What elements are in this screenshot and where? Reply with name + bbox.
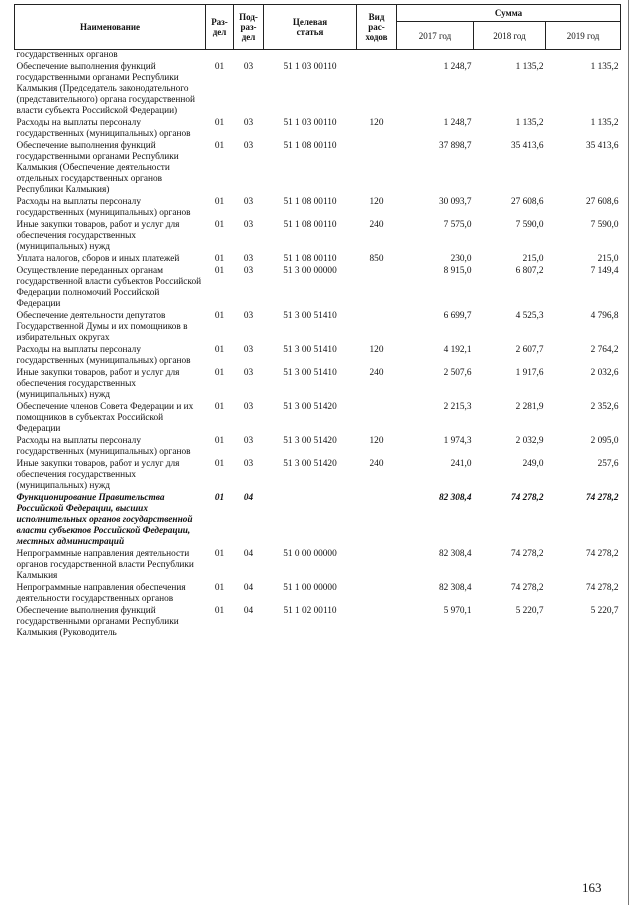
row-vid [357, 140, 397, 196]
row-razdel: 01 [214, 459, 225, 469]
row-razdel: 01 [214, 266, 225, 276]
row-razdel: 01 [214, 118, 225, 128]
row-target: 51 1 00 00000 [283, 583, 337, 593]
row-2019: 35 413,6 [585, 141, 619, 151]
row-vid [357, 492, 397, 548]
table-row [15, 344, 621, 367]
row-2018: 35 413,6 [510, 141, 544, 151]
row-name: Иные закупки товаров, работ и услуг для обеспечения государственных (муниципальных) нужд [16, 220, 180, 252]
row-name: Уплата налогов, сборов и иных платежей [16, 254, 180, 264]
row-vid [357, 310, 397, 344]
row-vid [357, 605, 397, 639]
row-podrazdel: 03 [243, 436, 254, 446]
row-podrazdel: 03 [243, 402, 254, 412]
row-2017: 1 974,3 [443, 436, 472, 446]
row-name: Непрограммные направления деятельности органов государственной власти Республики Калмыкия [16, 549, 194, 581]
row-2018: 1 135,2 [515, 118, 544, 128]
row-2018 [474, 50, 546, 62]
header-target [264, 5, 357, 50]
row-name: Осуществление переданных органам государственной власти субъектов Российской Федерации полномочий Российской Федерации [16, 266, 202, 309]
row-name: Обеспечение выполнения функций государственными органами Республики Калмыкия (Обеспечение деятельности отдельных государственных органов Республики Калмыкия) [16, 141, 179, 195]
row-2017: 82 308,4 [438, 493, 472, 503]
row-podrazdel: 04 [243, 606, 254, 616]
row-razdel: 01 [214, 62, 225, 72]
row-name: Функционирование Правительства Российской Федерации, высших исполнительных органов государственной власти субъектов Российской Федерации, местных администраций [16, 493, 193, 547]
row-2018: 4 525,3 [515, 311, 544, 321]
row-2017: 6 699,7 [443, 311, 472, 321]
row-vid: 240 [369, 368, 384, 378]
row-2018: 74 278,2 [510, 549, 544, 559]
row-2017: 230,0 [450, 254, 472, 264]
row-2017: 2 215,3 [443, 402, 472, 412]
row-2019: 74 278,2 [585, 549, 619, 559]
row-2018: 215,0 [522, 254, 544, 264]
row-podrazdel: 04 [243, 583, 254, 593]
row-2019: 7 149,4 [590, 266, 619, 276]
table-row [15, 117, 621, 140]
row-2019: 2 764,2 [590, 345, 619, 355]
row-vid: 120 [369, 118, 384, 128]
row-target: 51 3 00 51420 [283, 459, 337, 469]
row-name: Иные закупки товаров, работ и услуг для обеспечения государственных (муниципальных) нужд [16, 368, 180, 400]
row-vid [357, 61, 397, 117]
header-name: Наименование [15, 5, 206, 50]
row-2018: 6 807,2 [515, 266, 544, 276]
row-name: государственных органов [16, 50, 118, 60]
row-target: 51 1 08 00110 [283, 141, 337, 151]
header-razdel-text: Раз- дел [211, 17, 228, 37]
row-target: 51 1 03 00110 [283, 118, 337, 128]
header-2017: 2017 год [397, 22, 474, 50]
row-2018: 27 608,6 [510, 197, 544, 207]
row-2017: 8 915,0 [443, 266, 472, 276]
row-podrazdel: 04 [243, 549, 254, 559]
row-name: Расходы на выплаты персоналу государственных (муниципальных) органов [16, 345, 191, 366]
row-name: Обеспечение деятельности депутатов Государственной Думы и их помощников в избирательных округах [16, 311, 188, 343]
row-target [264, 492, 357, 548]
header-razdel [206, 5, 234, 50]
header-2019: 2019 год [546, 22, 621, 50]
header-vid-text: Вид рас- ходов [365, 12, 388, 42]
row-razdel: 01 [214, 606, 225, 616]
row-2019: 27 608,6 [585, 197, 619, 207]
table-row [15, 253, 621, 265]
row-2017 [397, 50, 474, 62]
row-2019: 2 095,0 [590, 436, 619, 446]
table-row [15, 492, 621, 548]
header-podrazdel-text: Под- раз- дел [239, 12, 258, 42]
row-name: Расходы на выплаты персоналу государственных (муниципальных) органов [16, 197, 191, 218]
row-2017: 30 093,7 [438, 197, 472, 207]
row-podrazdel: 03 [243, 62, 254, 72]
row-2019: 1 135,2 [590, 118, 619, 128]
row-2018: 74 278,2 [510, 583, 544, 593]
table-body [15, 50, 621, 640]
row-vid: 120 [369, 197, 384, 207]
row-2019: 5 220,7 [590, 606, 619, 616]
row-podrazdel: 03 [243, 266, 254, 276]
row-razdel: 01 [214, 220, 225, 230]
row-2018: 5 220,7 [515, 606, 544, 616]
table-row [15, 50, 621, 62]
header-2018: 2018 год [474, 22, 546, 50]
row-2019: 4 796,8 [590, 311, 619, 321]
table-row [15, 605, 621, 639]
row-2019: 74 278,2 [585, 493, 619, 503]
table-row [15, 582, 621, 605]
row-2017: 82 308,4 [438, 583, 472, 593]
row-2018: 249,0 [522, 459, 544, 469]
row-2019: 7 590,0 [590, 220, 619, 230]
row-target: 51 1 03 00110 [283, 62, 337, 72]
row-2017: 4 192,1 [443, 345, 472, 355]
table-row [15, 265, 621, 310]
row-2017: 2 507,6 [443, 368, 472, 378]
row-podrazdel: 03 [243, 368, 254, 378]
row-target: 51 3 00 51420 [283, 436, 337, 446]
row-2017: 5 970,1 [443, 606, 472, 616]
row-target: 51 0 00 00000 [283, 549, 337, 559]
row-2017: 7 575,0 [443, 220, 472, 230]
header-vid [357, 5, 397, 50]
row-target: 51 1 08 00110 [283, 197, 337, 207]
table-row [15, 140, 621, 196]
row-2018: 7 590,0 [515, 220, 544, 230]
row-2017: 1 248,7 [443, 62, 472, 72]
row-name: Обеспечение членов Совета Федерации и их помощников в субъектах Российской Федерации [16, 402, 194, 434]
row-podrazdel: 03 [243, 141, 254, 151]
row-podrazdel: 03 [243, 197, 254, 207]
row-target: 51 3 00 51410 [283, 368, 337, 378]
row-razdel: 01 [214, 368, 225, 378]
scan-edge-line [628, 0, 633, 905]
header-target-text: Целевая статья [292, 17, 328, 37]
table-row [15, 435, 621, 458]
row-vid [357, 401, 397, 435]
row-vid [357, 548, 397, 582]
row-razdel: 01 [214, 197, 225, 207]
row-podrazdel [234, 50, 264, 62]
row-target: 51 3 00 00000 [283, 266, 337, 276]
table-row [15, 401, 621, 435]
row-razdel: 01 [214, 493, 225, 503]
table-row [15, 458, 621, 492]
row-2019: 1 135,2 [590, 62, 619, 72]
row-vid: 120 [369, 345, 384, 355]
page-number: 163 [582, 880, 602, 895]
row-vid [357, 50, 397, 62]
row-2017: 82 308,4 [438, 549, 472, 559]
row-2017: 1 248,7 [443, 118, 472, 128]
table-row [15, 61, 621, 117]
row-razdel: 01 [214, 583, 225, 593]
row-2019: 74 278,2 [585, 583, 619, 593]
row-name: Обеспечение выполнения функций государственными органами Республики Калмыкия (Руководитель [16, 606, 179, 638]
row-name: Иные закупки товаров, работ и услуг для обеспечения государственных (муниципальных) нужд [16, 459, 180, 491]
row-vid: 120 [369, 436, 384, 446]
row-razdel: 01 [214, 141, 225, 151]
row-razdel: 01 [214, 402, 225, 412]
row-target: 51 1 08 00110 [283, 254, 337, 264]
row-podrazdel: 03 [243, 118, 254, 128]
row-name: Расходы на выплаты персоналу государственных (муниципальных) органов [16, 436, 191, 457]
row-podrazdel: 03 [243, 220, 254, 230]
row-2019 [546, 50, 621, 62]
row-podrazdel: 03 [243, 345, 254, 355]
row-vid: 240 [369, 220, 384, 230]
row-podrazdel: 03 [243, 459, 254, 469]
row-razdel: 01 [214, 345, 225, 355]
row-2018: 1 135,2 [515, 62, 544, 72]
table-row [15, 310, 621, 344]
table-row [15, 196, 621, 219]
row-2017: 241,0 [450, 459, 472, 469]
row-2018: 1 917,6 [515, 368, 544, 378]
table-row [15, 548, 621, 582]
row-2018: 2 032,9 [515, 436, 544, 446]
row-target: 51 3 00 51410 [283, 311, 337, 321]
row-razdel: 01 [214, 254, 225, 264]
row-2019: 215,0 [597, 254, 619, 264]
row-2019: 2 352,6 [590, 402, 619, 412]
row-target [264, 50, 357, 62]
row-podrazdel: 04 [243, 493, 254, 503]
row-podrazdel: 03 [243, 254, 254, 264]
row-razdel: 01 [214, 436, 225, 446]
row-2019: 2 032,6 [590, 368, 619, 378]
row-razdel [206, 50, 234, 62]
row-2017: 37 898,7 [438, 141, 472, 151]
row-vid [357, 582, 397, 605]
row-name: Расходы на выплаты персоналу государственных (муниципальных) органов [16, 118, 191, 139]
table-row [15, 367, 621, 401]
row-name: Обеспечение выполнения функций государственными органами Республики Калмыкия (Председатель законодательного (представительного) органа государственной власти субъекта Российской Федерации) [16, 62, 196, 116]
budget-table-page [14, 4, 620, 639]
row-target: 51 1 08 00110 [283, 220, 337, 230]
row-razdel: 01 [214, 311, 225, 321]
row-target: 51 3 00 51420 [283, 402, 337, 412]
row-target: 51 1 02 00110 [283, 606, 337, 616]
row-target: 51 3 00 51410 [283, 345, 337, 355]
row-vid [357, 265, 397, 310]
header-summa: Сумма [397, 5, 621, 22]
budget-table [14, 4, 621, 639]
row-name: Непрограммные направления обеспечения деятельности государственных органов [16, 583, 186, 604]
row-razdel: 01 [214, 549, 225, 559]
row-2018: 74 278,2 [510, 493, 544, 503]
header-podrazdel [234, 5, 264, 50]
row-vid: 240 [369, 459, 384, 469]
row-vid: 850 [369, 254, 384, 264]
row-podrazdel: 03 [243, 311, 254, 321]
row-2019: 257,6 [597, 459, 619, 469]
row-2018: 2 281,9 [515, 402, 544, 412]
row-2018: 2 607,7 [515, 345, 544, 355]
table-row [15, 219, 621, 253]
